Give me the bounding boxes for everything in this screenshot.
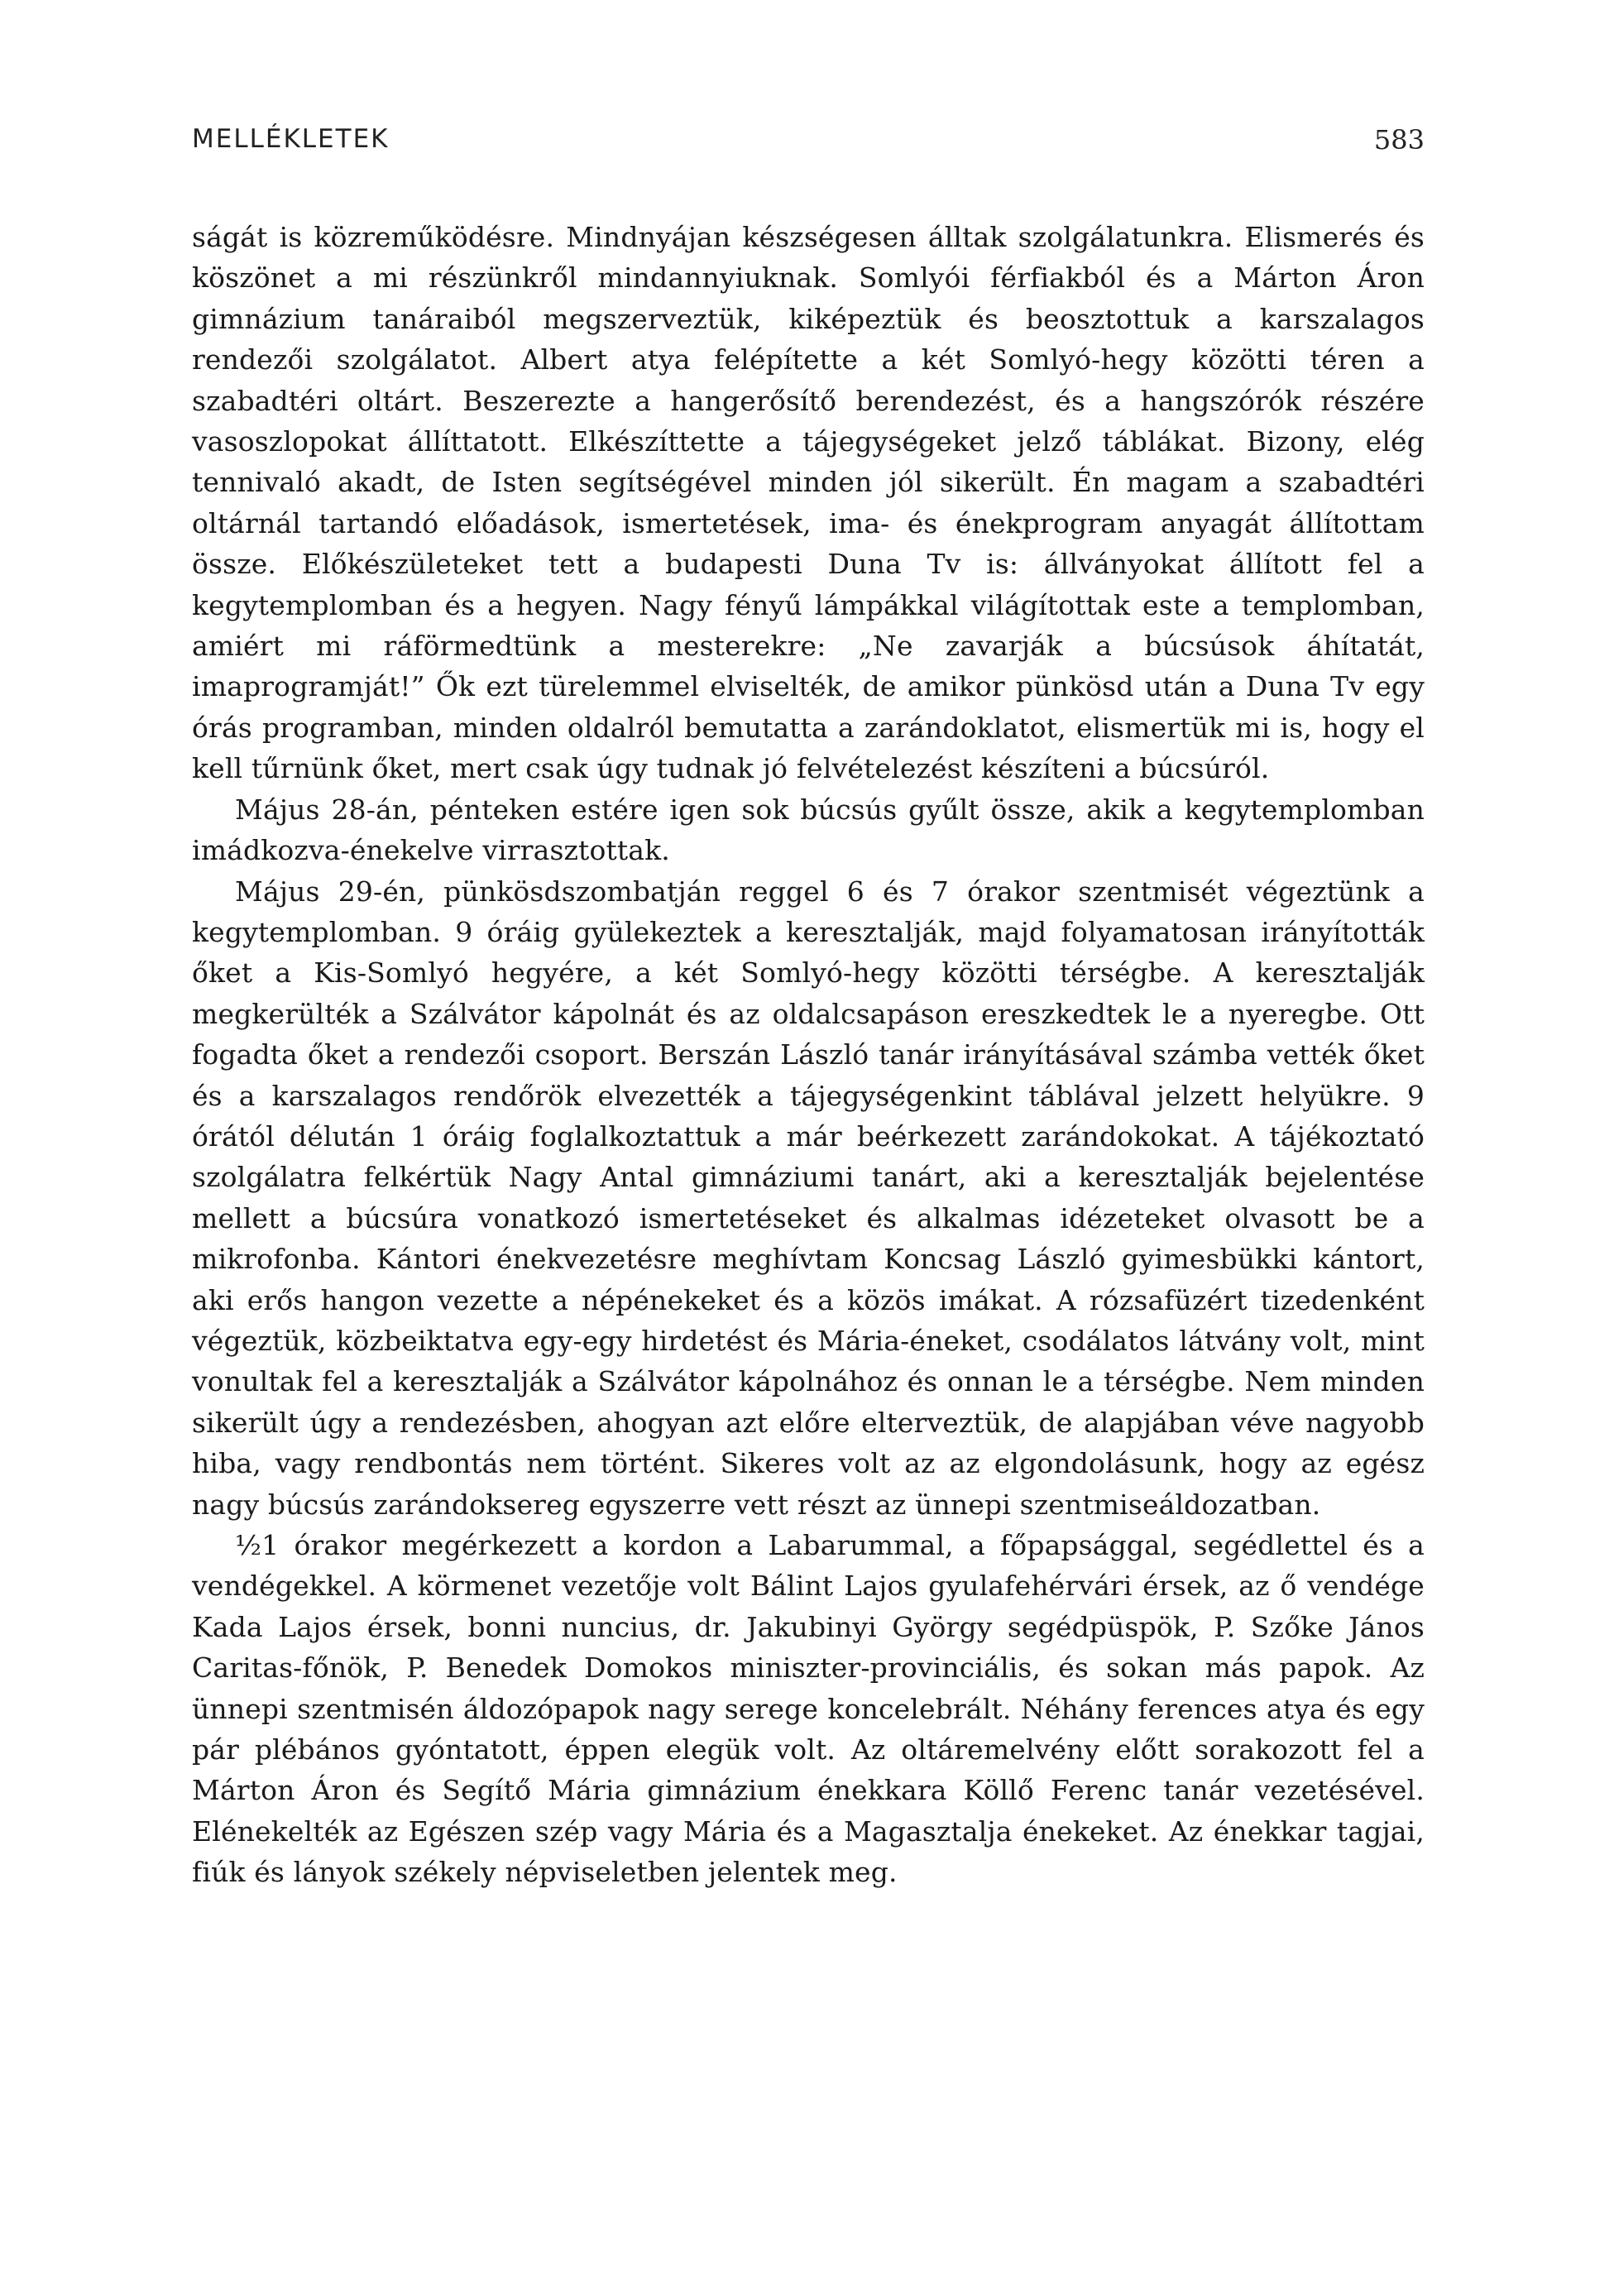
running-title: MELLÉKLETEK xyxy=(192,124,390,154)
page-number: 583 xyxy=(1373,124,1425,156)
paragraph-continuation: ságát is közreműködésre. Mindnyájan készségesen álltak szolgálatunkra. Elismerés és köszönet a mi részünkről mindannyiuknak. Somlyói férfiakból és a Márton Áron gimnázium tanáraiból megszerveztük, kiképeztük és beosztottuk a karszalagos rendezői szolgálatot. Albert atya felépítette a két Somlyó-hegy közötti téren a szabadtéri oltárt. Beszerezte a hangerősítő berendezést, és a hangszórók részére vasoszlopokat állíttatott. Elkészíttette a tájegységeket jelző táblákat. Bizony, elég tennivaló akadt, de Isten segítségével minden jól sikerült. Én magam a szabadtéri oltárnál tartandó előadások, ismertetések, ima- és énekprogram anyagát állítottam össze. Előkészületeket tett a budapesti Duna Tv is: állványokat állított fel a kegytemplomban és a hegyen. Nagy fényű lámpákkal világítottak este a templomban, amiért mi ráförmedtünk a mesterekre: „Ne zavarják a búcsúsok áhítatát, imaprogramját!” Ők ezt türelemmel elviselték, de amikor pünkösd után a Duna Tv egy órás programban, minden oldalról bemutatta a zarándoklatot, elismertük mi is, hogy el kell tűrnünk őket, mert csak úgy tudnak jó felvételezést készíteni a búcsúról. xyxy=(192,221,1425,785)
body-text xyxy=(192,217,1425,1893)
paragraph-may-29: Május 29-én, pünkösdszombatján reggel 6 és 7 órakor szentmisét végeztünk a kegytemplomban. 9 óráig gyülekeztek a keresztalják, majd folyamatosan irányították őket a Kis-Somlyó hegyére, a két Somlyó-hegy közötti térségbe. A keresztalják megkerülték a Szálvátor kápolnát és az oldalcsapáson ereszkedtek le a nyeregbe. Ott fogadta őket a rendezői csoport. Berszán László tanár irányításával számba vették őket és a karszalagos rendőrök elvezették a tájegységenkint táblával jelzett helyükre. 9 órától délután 1 óráig foglalkoztattuk a már beérkezett zarándokokat. A tájékoztató szolgálatra felkértük Nagy Antal gimnáziumi tanárt, aki a keresztalják bejelentése mellett a búcsúra vonatkozó ismertetéseket és alkalmas idézeteket olvasott be a mikrofonba. Kántori énekvezetésre meghívtam Koncsag László gyimesbükki kántort, aki erős hangon vezette a népénekeket és a közös imákat. A rózsafüzért tizedenként végeztük, közbeiktatva egy-egy hirdetést és Mária-éneket, csodálatos látvány volt, mint vonultak fel a keresztalják a Szálvátor kápolnához és onnan le a térségbe. Nem minden sikerült úgy a rendezésben, ahogyan azt előre elterveztük, de alapjában véve nagyobb hiba, vagy rendbontás nem történt. Sikeres volt az az elgondolásunk, hogy az egész nagy búcsús zarándoksereg egyszerre vett részt az ünnepi szentmiseáldozatban. xyxy=(192,875,1425,1521)
paragraph-may-28: Május 28-án, pénteken estére igen sok búcsús gyűlt össze, akik a kegytemplomban imádkozva-énekelve virrasztottak. xyxy=(192,793,1425,867)
running-header xyxy=(192,124,1425,165)
paragraph-procession: ½1 órakor megérkezett a kordon a Labarummal, a főpapsággal, segédlettel és a vendégekkel. A körmenet vezetője volt Bálint Lajos gyulafehérvári érsek, az ő vendége Kada Lajos érsek, bonni nuncius, dr. Jakubinyi György segédpüspök, P. Szőke János Caritas-főnök, P. Benedek Domokos miniszter-provinciális, és sokan más papok. Az ünnepi szentmisén áldozópapok nagy serege koncelebrált. Néhány ferences atya és egy pár plébános gyóntatott, éppen elegük volt. Az oltáremelvény előtt sorakozott fel a Márton Áron és Segítő Mária gimnázium énekkara Köllő Ferenc tanár vezetésével. Elénekelték az Egészen szép vagy Mária és a Magasztalja énekeket. Az énekkar tagjai, fiúk és lányok székely népviseletben jelentek meg. xyxy=(192,1529,1425,1889)
